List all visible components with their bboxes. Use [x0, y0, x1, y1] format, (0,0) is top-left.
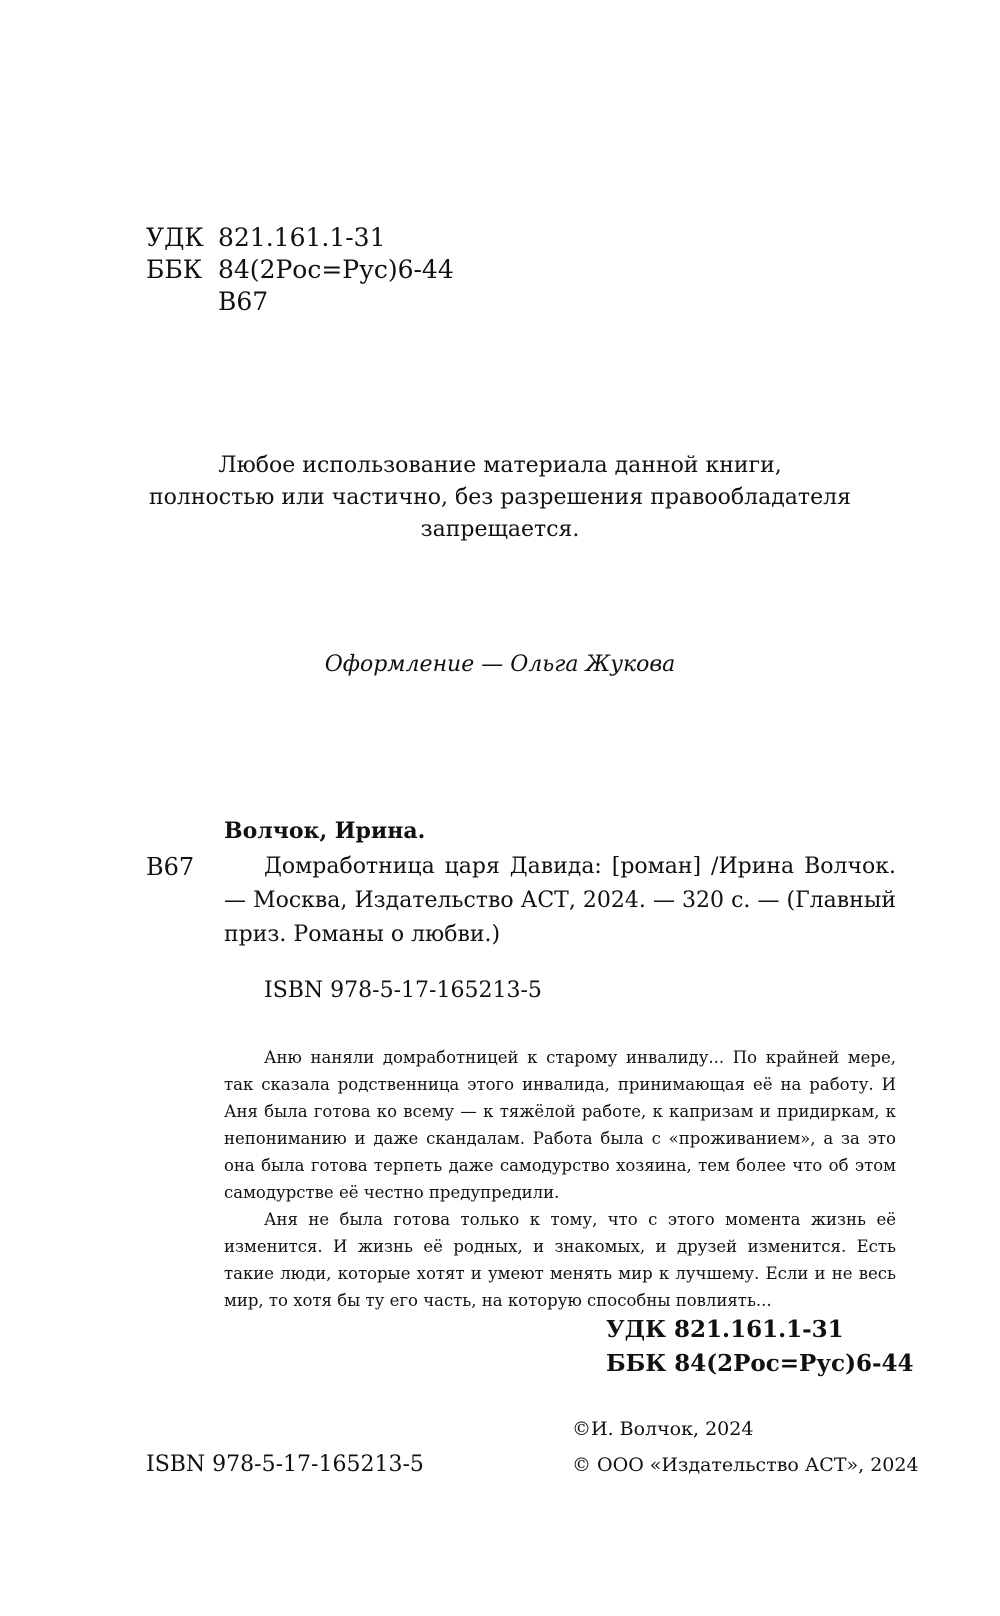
- notice-line-3: запрещается.: [420, 517, 580, 542]
- bbk-label: ББК: [146, 255, 203, 284]
- author-sign-left: В67: [146, 853, 195, 881]
- bbk-code: 84(2Рос=Рус)6-44: [218, 255, 454, 284]
- copyright-notice: [0, 450, 1000, 546]
- footer-isbn: ISBN 978-5-17-165213-5: [146, 1452, 424, 1477]
- udk-row: [146, 222, 386, 254]
- copyright-author: ©И. Волчок, 2024: [572, 1418, 754, 1440]
- description-text: Домработница царя Давида: [роман] /Ирина Волчок. — Москва, Издательство АСТ, 2024. — 320 с. — (Главный приз. Романы о любви.): [224, 854, 896, 947]
- design-credit: Оформление — Ольга Жукова: [324, 652, 676, 677]
- bbk-row: [146, 254, 454, 286]
- isbn-record: ISBN 978-5-17-165213-5: [264, 978, 542, 1003]
- annotation-paragraph-2: Аня не была готова только к тому, что с этого момента жизнь её изменится. И жизнь её родных, и знакомых, и друзей изменится. Есть такие люди, которые хотят и умеют менять мир к лучшему. Если и не весь мир, то хотя бы ту его часть, на которую способны повлиять...: [224, 1210, 896, 1310]
- udk-code: 821.161.1-31: [218, 223, 386, 252]
- annotation: [224, 1044, 896, 1314]
- author-sign-row: [146, 286, 268, 318]
- notice-line-1: Любое использование материала данной книги,: [218, 453, 782, 478]
- annotation-paragraph-1: Аню наняли домработницей к старому инвалиду... По крайней мере, так сказала родственница этого инвалида, принимающая её на работу. И Аня была готова ко всему — к тяжёлой работе, к капризам и придиркам, к непониманию и даже скандалам. Работа была с «проживанием», а за это она была готова терпеть даже самодурство хозяина, тем более что об этом самодурстве её честно предупредили.: [224, 1048, 896, 1202]
- copyright-publisher: © ООО «Издательство АСТ», 2024: [572, 1454, 919, 1476]
- author-sign: В67: [218, 287, 269, 316]
- udk-label: УДК: [146, 223, 204, 252]
- book-author: Волчок, Ирина.: [224, 818, 426, 844]
- notice-line-2: полностью или частично, без разрешения правообладателя: [149, 485, 851, 510]
- bibliographic-description: [224, 850, 896, 952]
- footer-bbk: ББК 84(2Рос=Рус)6-44: [606, 1350, 914, 1377]
- footer-udk: УДК 821.161.1-31: [606, 1316, 844, 1343]
